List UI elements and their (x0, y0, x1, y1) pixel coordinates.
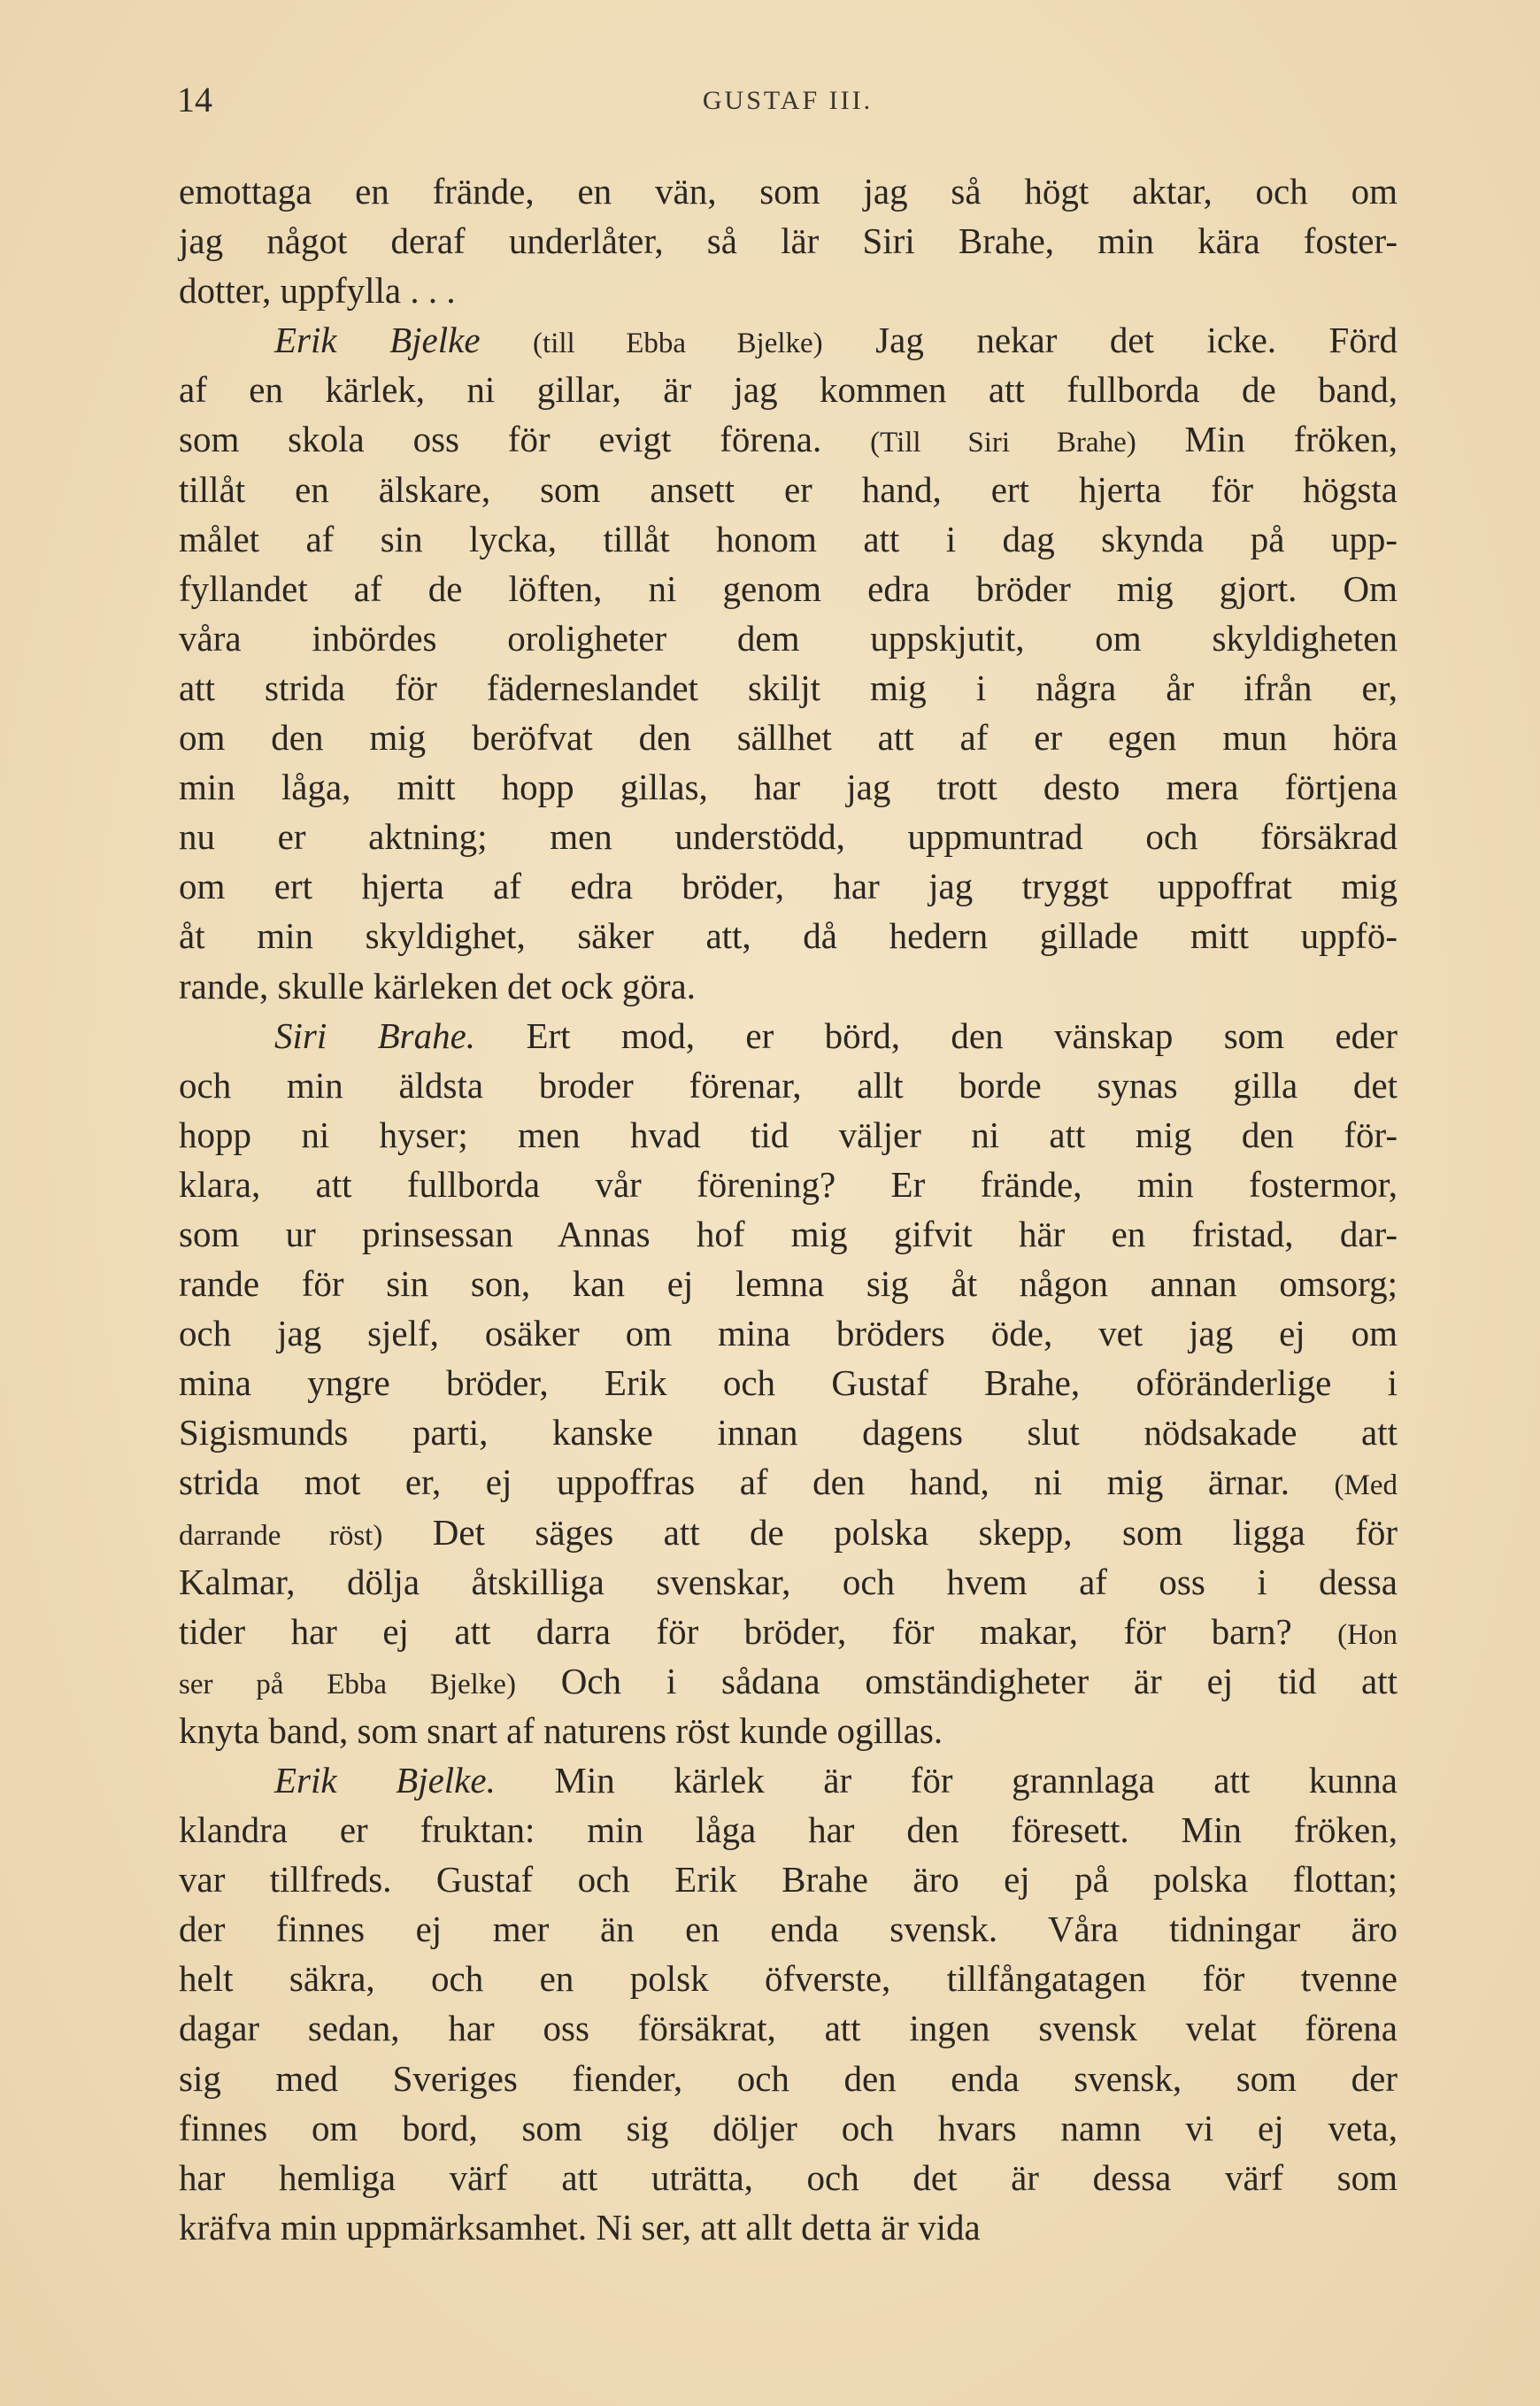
text-run: hopp ni hyser; men hvad tid väljer ni att mig den för- (179, 1114, 1398, 1155)
text-run: Min kärlek är för grannlaga att kunna (495, 1760, 1398, 1801)
text-run: klandra er fruktan: min låga har den föresett. Min fröken, (179, 1809, 1398, 1851)
text-line (179, 1308, 1398, 1358)
stage-direction: ser på Ebba Bjelke) (179, 1668, 516, 1700)
page-number: 14 (177, 80, 212, 120)
running-head (177, 78, 1398, 122)
stage-direction: darrande röst) (179, 1519, 383, 1552)
stage-direction: (till Ebba Bjelke) (533, 328, 823, 360)
text-line (179, 1209, 1398, 1259)
text-line (179, 713, 1398, 762)
text-line (179, 1358, 1398, 1407)
text-run: knyta band, som snart af naturens röst kunde ogillas. (179, 1709, 943, 1751)
text-line (179, 465, 1398, 514)
text-line (179, 166, 1398, 216)
text-run: som ur prinsessan Annas hof mig gifvit här en fristad, dar- (179, 1213, 1398, 1254)
text-run: min låga, mitt hopp gillas, har jag trott desto mera förtjena (179, 767, 1398, 808)
stage-direction: (Hon (1337, 1618, 1398, 1651)
text-run: om den mig beröfvat den sällhet att af er egen mun höra (179, 717, 1398, 759)
text-line (179, 514, 1398, 564)
text-run: emottaga en frände, en vän, som jag så högt aktar, och om (179, 171, 1398, 212)
text-line (179, 961, 1398, 1011)
text-line (179, 1557, 1398, 1607)
text-run: och jag sjelf, osäker om mina bröders öde, vet jag ej om (179, 1313, 1398, 1354)
text-run: Min fröken, (1136, 419, 1398, 460)
text-run: kräfva min uppmärksamhet. Ni ser, att allt detta är vida (179, 2206, 981, 2248)
text-run: jag något deraf underlåter, så lär Siri Brahe, min kära foster- (179, 220, 1398, 262)
text-run: var tillfreds. Gustaf och Erik Brahe äro ej på polska flottan; (179, 1859, 1398, 1901)
text-run: rande för sin son, kan ej lemna sig åt någon annan omsorg; (179, 1263, 1398, 1305)
text-run: målet af sin lycka, tillåt honom att i dag skynda på upp- (179, 518, 1398, 559)
text-run: Sigismunds parti, kanske innan dagens slut nödsakade att (179, 1412, 1398, 1454)
text-line (179, 1407, 1398, 1457)
text-run: klara, att fullborda vår förening? Er frände, min fostermor, (179, 1163, 1398, 1205)
text-run: der finnes ej mer än en enda svensk. Våra tidningar äro (179, 1909, 1398, 1950)
text-run: och min äldsta broder förenar, allt borde synas gilla det (179, 1064, 1398, 1106)
text-line (179, 1706, 1398, 1755)
text-run: dagar sedan, har oss försäkrat, att ingen svensk velat förena (179, 2008, 1398, 2049)
text-line (179, 1954, 1398, 2003)
text-line (179, 762, 1398, 812)
text-line (179, 1110, 1398, 1160)
text-run: som skola oss för evigt förena. (179, 419, 871, 460)
stage-direction: (Till Siri Brahe) (870, 427, 1136, 459)
text-line (179, 1259, 1398, 1308)
text-line (179, 266, 1398, 315)
text-line (179, 911, 1398, 960)
text-run: Och i sådana omständigheter är ej tid att (515, 1660, 1398, 1701)
running-title: GUSTAF III. (702, 86, 874, 115)
text-line (179, 613, 1398, 663)
text-run (481, 320, 534, 360)
text-line (179, 2054, 1398, 2103)
text-run: Det säges att de polska skepp, som ligga för (382, 1511, 1398, 1553)
text-run: Ert mod, er börd, den vänskap som eder (475, 1014, 1398, 1056)
text-line (179, 812, 1398, 861)
text-line (179, 861, 1398, 911)
text-line (179, 1457, 1398, 1507)
text-line (179, 1060, 1398, 1110)
text-line (179, 2103, 1398, 2153)
text-run: att strida för fäderneslandet skiljt mig i några år ifrån er, (179, 667, 1398, 708)
text-run: tillåt en älskare, som ansett er hand, ert hjerta för högsta (179, 468, 1398, 510)
text-run: åt min skyldighet, säker att, då hedern gillade mitt uppfö- (179, 915, 1398, 957)
text-line (179, 1607, 1398, 1656)
text-run: rande, skulle kärleken det ock göra. (179, 965, 697, 1006)
speaker-name: Erik Bjelke (274, 320, 481, 361)
text-line (179, 2202, 1398, 2252)
text-line (179, 1904, 1398, 1954)
text-line (179, 2153, 1398, 2202)
text-line (179, 2003, 1398, 2053)
stage-direction: (Med (1334, 1469, 1398, 1502)
text-run: helt säkra, och en polsk öfverste, tillfångatagen för tvenne (179, 1958, 1398, 2000)
text-run: nu er aktning; men understödd, uppmuntrad och försäkrad (179, 816, 1398, 858)
text-run: Kalmar, dölja åtskilliga svenskar, och hvem af oss i dessa (179, 1561, 1398, 1602)
text-line (179, 414, 1398, 464)
text-run: tider har ej att darra för bröder, för makar, för barn? (179, 1610, 1338, 1652)
text-line (179, 365, 1398, 414)
text-run: strida mot er, ej uppoffras af den hand, ni mig ärnar. (179, 1461, 1335, 1503)
text-run: våra inbördes oroligheter dem uppskjutit, om skyldigheten (179, 617, 1398, 659)
text-line (179, 1011, 1398, 1060)
text-run: dotter, uppfylla . . . (179, 270, 456, 312)
text-line (179, 1805, 1398, 1855)
speaker-name: Erik Bjelke. (274, 1760, 496, 1801)
text-line (179, 1656, 1398, 1706)
text-run: har hemliga värf att uträtta, och det är dessa värf som (179, 2156, 1398, 2198)
text-run: sig med Sveriges fiender, och den enda svensk, som der (179, 2057, 1398, 2099)
speaker-name: Siri Brahe. (274, 1014, 476, 1056)
text-line (179, 315, 1398, 365)
text-run: af en kärlek, ni gillar, är jag kommen att fullborda de band, (179, 369, 1398, 411)
text-run: fyllandet af de löften, ni genom edra bröder mig gjort. Om (179, 567, 1398, 609)
text-line (179, 663, 1398, 713)
text-line (179, 1160, 1398, 1209)
text-line (179, 564, 1398, 613)
text-run: om ert hjerta af edra bröder, har jag tryggt uppoffrat mig (179, 866, 1398, 907)
text-run: mina yngre bröder, Erik och Gustaf Brahe, oföränderlige i (179, 1362, 1398, 1404)
body-text (179, 166, 1398, 2252)
text-run: finnes om bord, som sig döljer och hvars namn vi ej veta, (179, 2107, 1398, 2148)
text-line (179, 1755, 1398, 1805)
text-run: Jag nekar det icke. Förd (822, 320, 1398, 361)
text-line (179, 1508, 1398, 1557)
text-line (179, 216, 1398, 266)
text-line (179, 1855, 1398, 1904)
